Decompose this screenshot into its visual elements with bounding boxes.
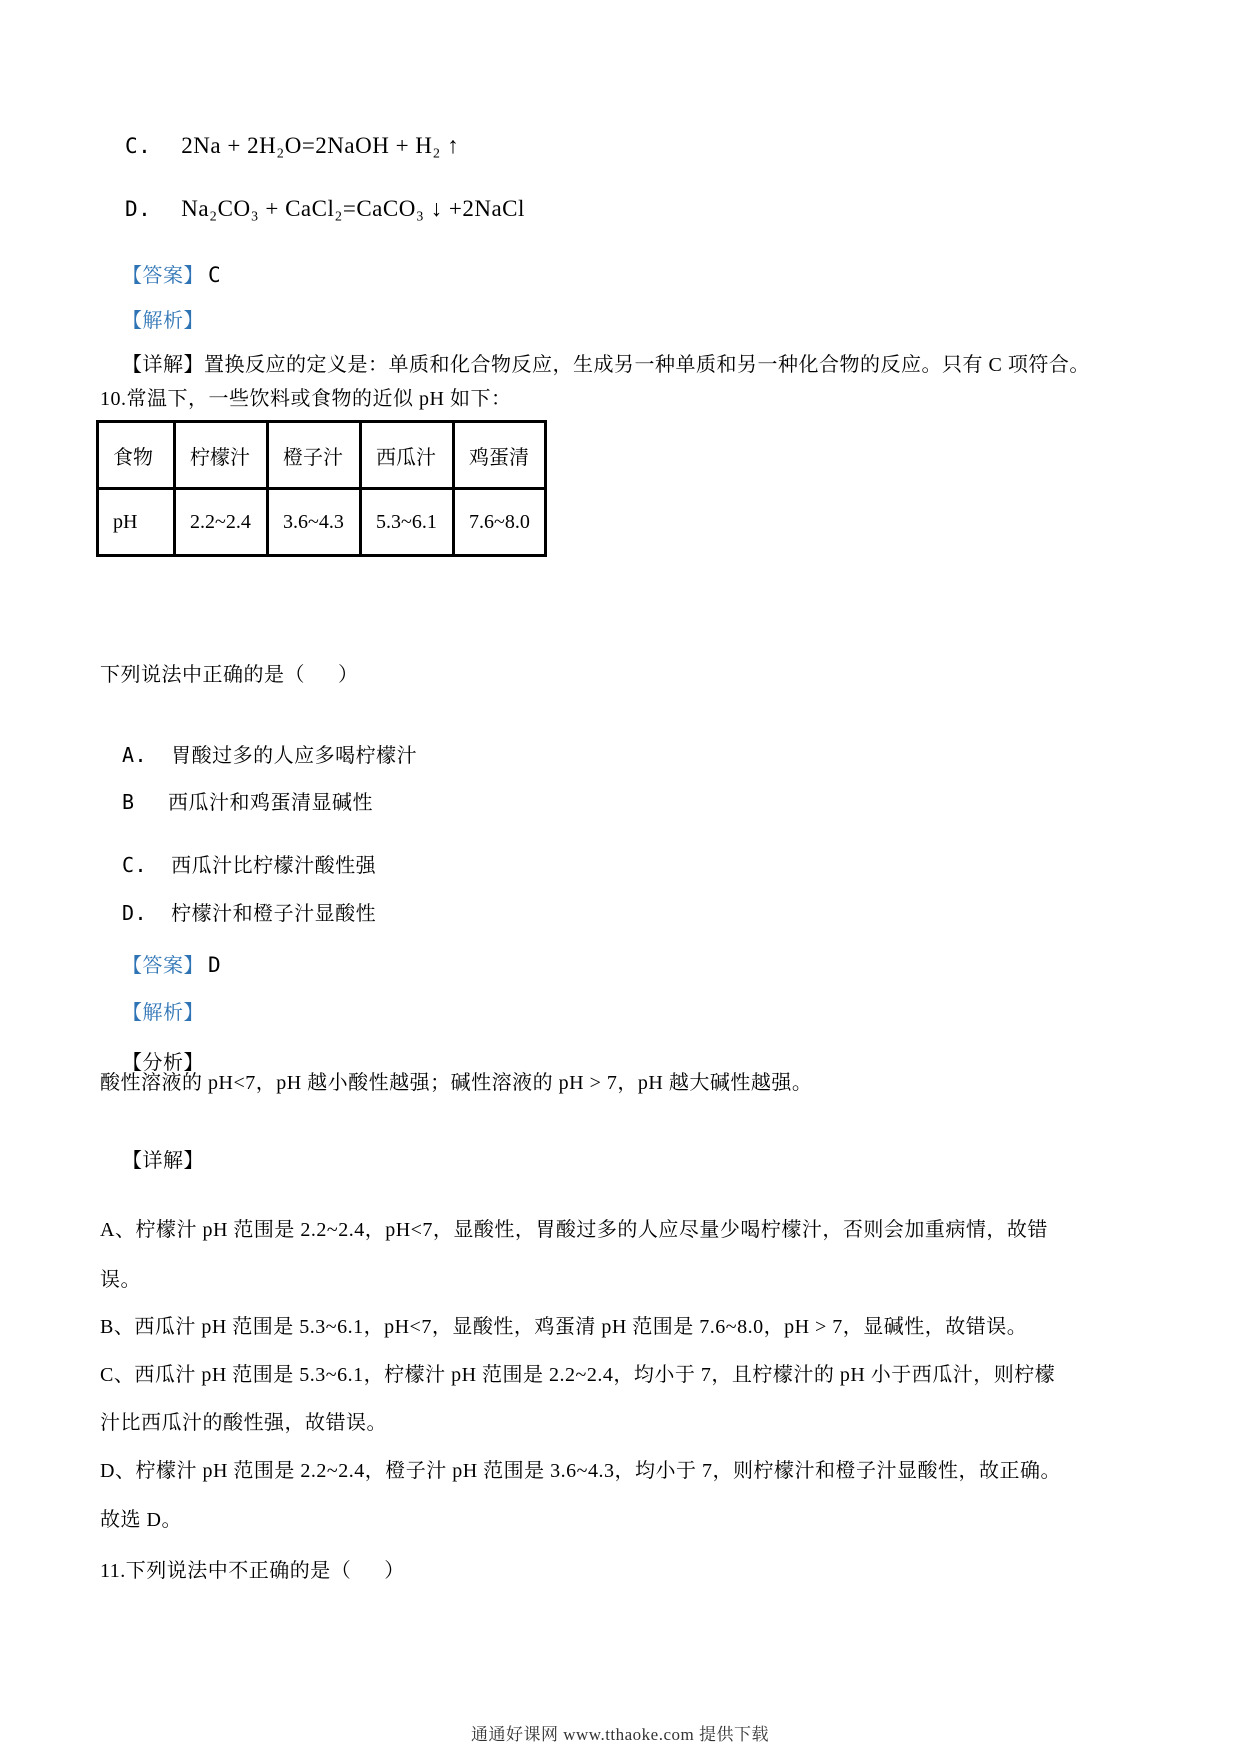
q10-option-d-label: D.: [122, 901, 148, 925]
table-header-orange: 橙子汁: [268, 422, 361, 489]
table-header-row: [98, 422, 546, 489]
detail-text: 置换反应的定义是：单质和化合物反应，生成另一种单质和另一种化合物的反应。只有 C 项符合。: [204, 354, 1090, 376]
q10-fenxi-text: 酸性溶液的 pH<7，pH 越小酸性越强；碱性溶液的 pH > 7，pH 越大碱性越强。: [100, 1072, 813, 1094]
q10-option-d-text: 柠檬汁和橙子汁显酸性: [171, 903, 377, 925]
q10-answer-tag: 【答案】: [122, 955, 204, 977]
table-ph-lemon: 2.2~2.4: [175, 489, 268, 556]
option-d-label: D.: [125, 197, 152, 221]
q10-option-a-text: 胃酸过多的人应多喝柠檬汁: [171, 745, 418, 767]
q11-stem: 11.下列说法中不正确的是（ ）: [100, 1560, 405, 1582]
q10-conclusion: 故选 D。: [100, 1509, 182, 1531]
q10-detail-line-2: 误。: [100, 1269, 141, 1291]
q10-intro: 10.常温下，一些饮料或食物的近似 pH 如下：: [100, 388, 512, 410]
q10-jiexi-tag: 【解析】: [122, 1002, 204, 1024]
option-d-equation: Na₂CO₃ + CaCl₂=CaCO₃ ↓ +2NaCl: [181, 196, 525, 221]
page-footer: 通通好课网 www.tthaoke.com 提供下载: [470, 1725, 770, 1744]
table-header-eggwhite: 鸡蛋清: [454, 422, 546, 489]
q10-option-a-label: A.: [122, 743, 148, 767]
q10-detail-line-5: 汁比西瓜汁的酸性强，故错误。: [100, 1412, 387, 1434]
answer-value: C: [208, 263, 222, 287]
q10-xiangjie-tag: 【详解】: [122, 1150, 204, 1172]
table-header-food: 食物: [98, 422, 175, 489]
q10-detail-line-4: C、西瓜汁 pH 范围是 5.3~6.1，柠檬汁 pH 范围是 2.2~2.4，均小于 7，且柠檬汁的 pH 小于西瓜汁，则柠檬: [100, 1364, 1056, 1386]
table-ph-watermelon: 5.3~6.1: [361, 489, 454, 556]
q10-option-b-label: B: [122, 790, 135, 814]
q10-option-c-label: C.: [122, 853, 148, 877]
detail-tag: 【详解】: [122, 354, 204, 376]
q10-answer-value: D: [208, 953, 222, 977]
ph-table: [96, 420, 547, 557]
option-c-equation: 2Na + 2H₂O=2NaOH + H₂ ↑: [181, 133, 460, 158]
q10-detail-line-1: A、柠檬汁 pH 范围是 2.2~2.4，pH<7，显酸性，胃酸过多的人应尽量少喝柠檬汁，否则会加重病情，故错: [100, 1219, 1048, 1241]
option-c-label: C.: [125, 134, 152, 158]
table-ph-label: pH: [98, 489, 175, 556]
q10-option-c-text: 西瓜汁比柠檬汁酸性强: [171, 855, 377, 877]
table-ph-orange: 3.6~4.3: [268, 489, 361, 556]
q10-fenxi-tag: 【分析】: [122, 1052, 204, 1074]
table-header-lemon: 柠檬汁: [175, 422, 268, 489]
q10-detail-line-6: D、柠檬汁 pH 范围是 2.2~2.4，橙子汁 pH 范围是 3.6~4.3，均小于 7，则柠檬汁和橙子汁显酸性，故正确。: [100, 1460, 1061, 1482]
q10-detail-line-3: B、西瓜汁 pH 范围是 5.3~6.1，pH<7，显酸性，鸡蛋清 pH 范围是 7.6~8.0，pH > 7，显碱性，故错误。: [100, 1316, 1028, 1338]
table-ph-eggwhite: 7.6~8.0: [454, 489, 546, 556]
jiexi-tag: 【解析】: [122, 310, 204, 332]
q10-stem: 下列说法中正确的是（ ）: [100, 664, 359, 686]
q10-option-b-text: 西瓜汁和鸡蛋清显碱性: [168, 792, 373, 814]
table-ph-row: [98, 489, 546, 556]
table-header-watermelon: 西瓜汁: [361, 422, 454, 489]
q10-xiangjie-line: [100, 1116, 204, 1206]
answer-tag: 【答案】: [122, 265, 204, 287]
